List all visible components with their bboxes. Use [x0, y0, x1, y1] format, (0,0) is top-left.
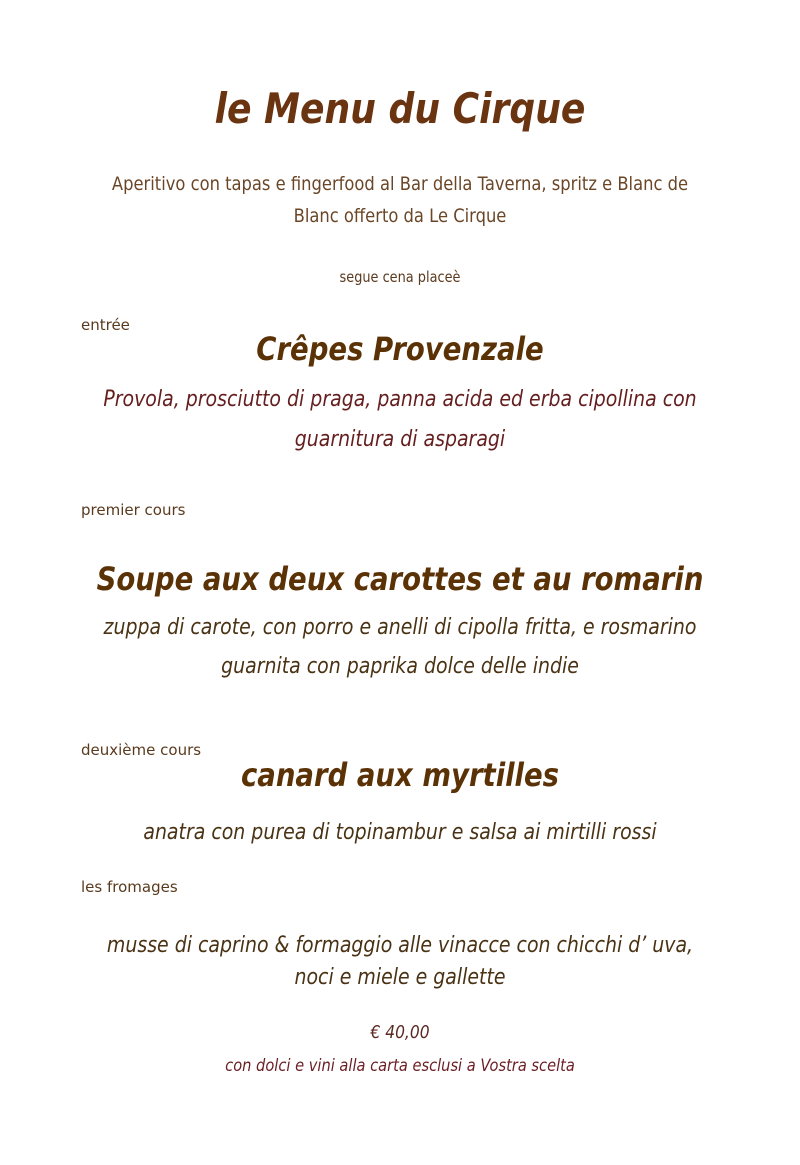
section-label-deuxieme-cours: deuxième cours — [81, 741, 202, 759]
dish-description-premier-cours-line-2: guarnita con paprika dolce delle indie — [221, 654, 579, 679]
intro-line-1: Aperitivo con tapas e fingerfood al Bar della Taverna, spritz e Blanc de — [111, 173, 689, 195]
dish-name-deuxieme-cours: canard aux myrtilles — [240, 756, 560, 794]
dish-description-les-fromages-line-1: musse di caprino & formaggio alle vinacce con chicchi d’ uva, — [106, 933, 694, 958]
section-label-premier-cours: premier cours — [81, 501, 186, 519]
dish-name-premier-cours: Soupe aux deux carottes et au romarin — [96, 560, 704, 598]
dish-description-entree-line-2: guarnitura di asparagi — [294, 427, 506, 452]
dish-description-entree-line-1: Provola, prosciutto di praga, panna acida ed erba cipollina con — [103, 387, 697, 412]
dish-description-deuxieme-cours: anatra con purea di topinambur e salsa ai mirtilli rossi — [143, 820, 657, 845]
price-note: con dolci e vini alla carta esclusi a Vostra scelta — [225, 1056, 575, 1076]
dish-description-premier-cours-line-1: zuppa di carote, con porro e anelli di cipolla fritta, e rosmarino — [103, 615, 697, 640]
menu-price: € 40,00 — [370, 1022, 430, 1043]
section-label-les-fromages: les fromages — [81, 878, 178, 896]
menu-title: le Menu du Cirque — [214, 84, 586, 133]
section-label-entree: entrée — [81, 316, 130, 334]
dish-name-entree: Crêpes Provenzale — [256, 330, 544, 368]
dish-description-les-fromages-line-2: noci e miele e gallette — [294, 965, 506, 990]
intro-line-2: Blanc offerto da Le Cirque — [293, 205, 507, 227]
menu-subtitle: segue cena placeè — [339, 268, 461, 286]
